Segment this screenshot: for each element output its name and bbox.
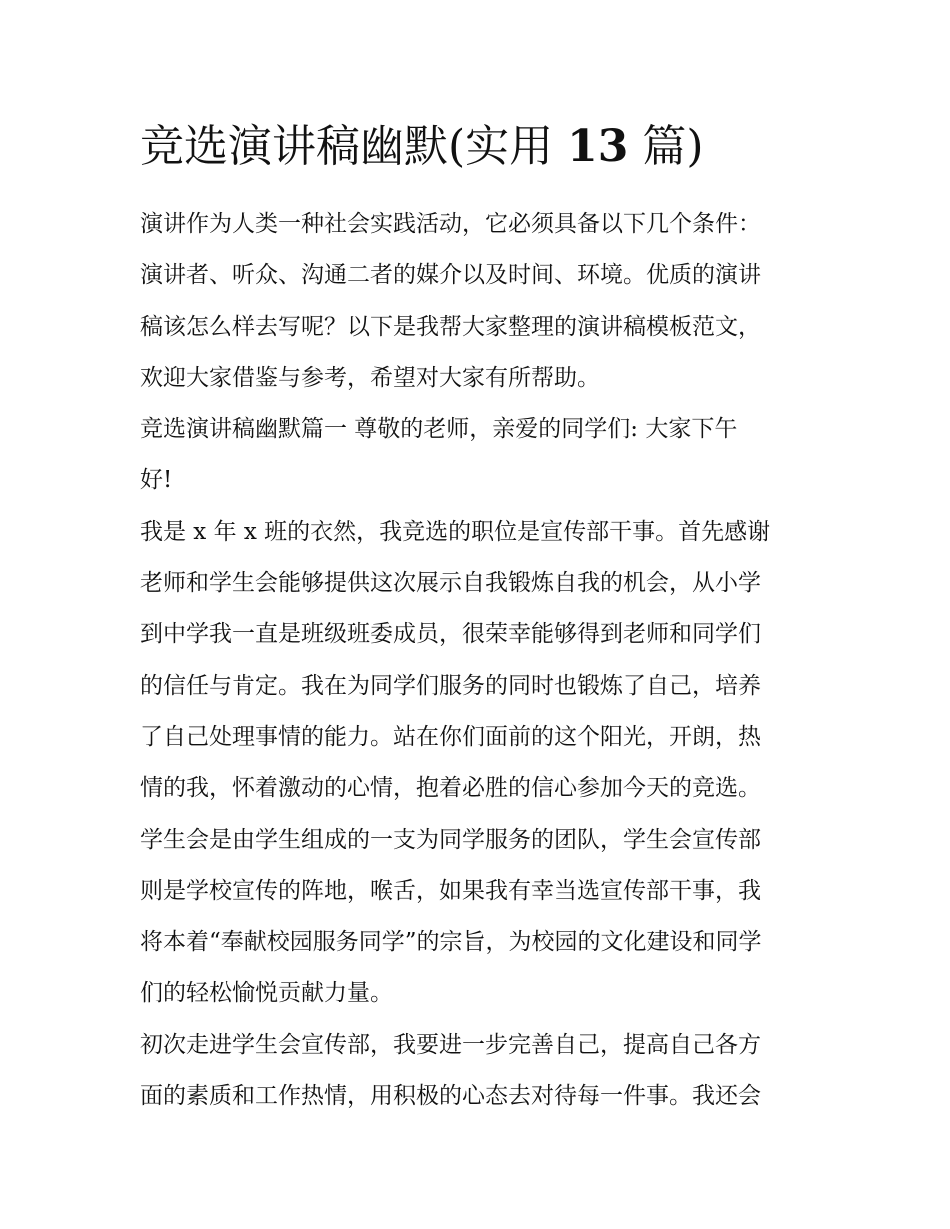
text-line: 稿该怎么样去写呢？以下是我帮大家整理的演讲稿模板范文， (140, 313, 761, 340)
text-line: 欢迎大家借鉴与参考，希望对大家有所帮助。 (140, 364, 600, 391)
paragraph-greeting (140, 404, 812, 507)
document-body (140, 199, 812, 1122)
text-line: 好! (140, 467, 173, 494)
text-line: 竞选演讲稿幽默篇一 尊敬的老师，亲爱的同学们: 大家下午 (140, 416, 738, 443)
document-title (140, 112, 840, 182)
text-line: 老师和学生会能够提供这次展示自我锻炼自我的机会，从小学 (140, 570, 761, 597)
title-number: 13 (567, 121, 629, 172)
text-line: 面的素质和工作热情，用积极的心态去对待每一件事。我还会 (140, 1083, 761, 1110)
text-line: 初次走进学生会宣传部，我要进一步完善自己，提高自己各方 (140, 1031, 761, 1058)
title-suffix: 篇) (628, 121, 704, 172)
text-line: 学生会是由学生组成的一支为同学服务的团队，学生会宣传部 (140, 826, 761, 853)
text-line: 演讲者、听众、沟通二者的媒介以及时间、环境。优质的演讲 (140, 262, 761, 289)
text-line: 了自己处理事情的能力。站在你们面前的这个阳光，开朗，热 (140, 723, 761, 750)
paragraph-intro (140, 199, 812, 404)
text-line: 到中学我一直是班级班委成员，很荣幸能够得到老师和同学们 (140, 621, 761, 648)
title-prefix: 竞选演讲稿幽默(实用 (140, 121, 568, 172)
text-line: 们的轻松愉悦贡献力量。 (140, 980, 393, 1007)
paragraph-self-intro (140, 507, 812, 815)
text-line: 演讲作为人类一种社会实践活动，它必须具备以下几个条件： (140, 211, 761, 237)
text-line: 的信任与肯定。我在为同学们服务的同时也锻炼了自己，培养 (140, 672, 761, 699)
text-line: 则是学校宣传的阵地，喉舌，如果我有幸当选宣传部干事，我 (140, 877, 761, 904)
text-line: 情的我，怀着激动的心情，抱着必胜的信心参加今天的竞选。 (140, 775, 761, 802)
paragraph-first-entry (140, 1020, 812, 1123)
paragraph-student-union (140, 815, 812, 1020)
text-line: 将本着“奉献校园服务同学”的宗旨，为校园的文化建设和同学 (140, 929, 762, 956)
text-line: 我是 x 年 x 班的衣然，我竞选的职位是宣传部干事。首先感谢 (140, 518, 771, 545)
